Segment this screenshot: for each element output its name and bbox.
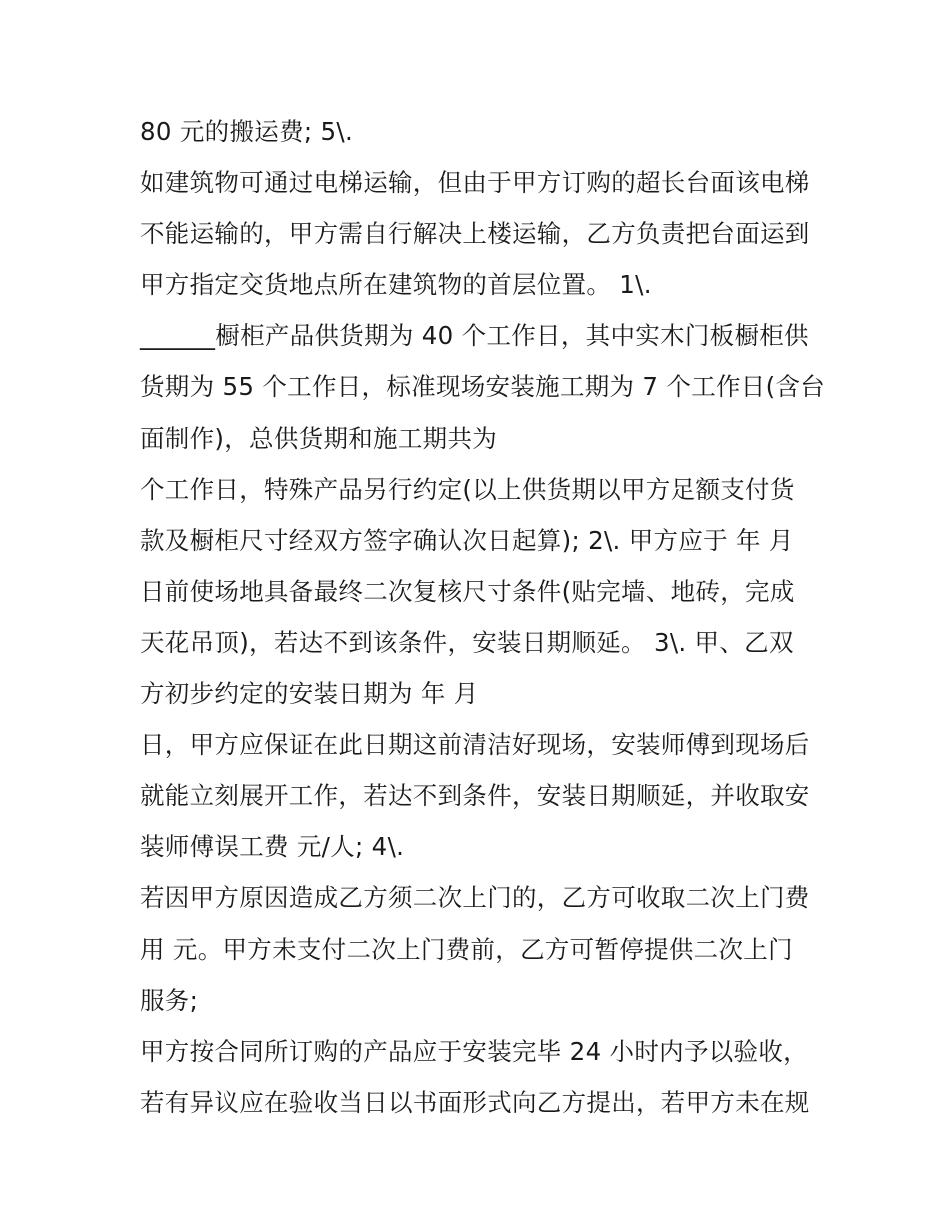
text-line: 日，甲方应保证在此日期这前清洁好现场，安装师傅到现场后 bbox=[140, 730, 810, 760]
text-line: 服务; bbox=[140, 985, 199, 1015]
text-line: 装师傅误工费 元/人; 4\. bbox=[140, 832, 405, 862]
text-line: 货期为 55 个工作日，标准现场安装施工期为 7 个工作日(含台 bbox=[140, 372, 826, 402]
text-line: 方初步约定的安装日期为 年 月 bbox=[140, 679, 479, 709]
text-line: 个工作日，特殊产品另行约定(以上供货期以甲方足额支付货 bbox=[140, 474, 795, 504]
text-line: 80 元的搬运费; 5\. bbox=[140, 117, 354, 146]
text-line: 款及橱柜尺寸经双方签字确认次日起算); 2\. 甲方应于 年 月 bbox=[140, 525, 794, 555]
text-line: 如建筑物可通过电梯运输，但由于甲方订购的超长台面该电梯 bbox=[140, 168, 810, 198]
text-line: 若因甲方原因造成乙方须二次上门的，乙方可收取二次上门费 bbox=[140, 883, 810, 913]
text-line: ______橱柜产品供货期为 40 个工作日，其中实木门板橱柜供 bbox=[140, 321, 809, 351]
text-line: 就能立刻展开工作，若达不到条件，安装日期顺延，并收取安 bbox=[140, 781, 810, 811]
text-line: 天花吊顶)，若达不到该条件，安装日期顺延。 3\. 甲、乙双 bbox=[140, 627, 794, 657]
text-line: 面制作)，总供货期和施工期共为 bbox=[140, 423, 498, 453]
text-line: 甲方指定交货地点所在建筑物的首层位置。 1\. bbox=[140, 270, 652, 300]
text-line: 甲方按合同所订购的产品应于安装完毕 24 小时内予以验收， bbox=[140, 1036, 808, 1066]
text-line: 日前使场地具备最终二次复核尺寸条件(贴完墙、地砖，完成 bbox=[140, 576, 795, 606]
text-line: 用 元。甲方未支付二次上门费前，乙方可暂停提供二次上门 bbox=[140, 934, 793, 964]
text-line: 若有异议应在验收当日以书面形式向乙方提出，若甲方未在规 bbox=[140, 1087, 810, 1117]
contract-text bbox=[140, 106, 840, 1128]
text-line: 不能运输的，甲方需自行解决上楼运输，乙方负责把台面运到 bbox=[140, 219, 810, 249]
